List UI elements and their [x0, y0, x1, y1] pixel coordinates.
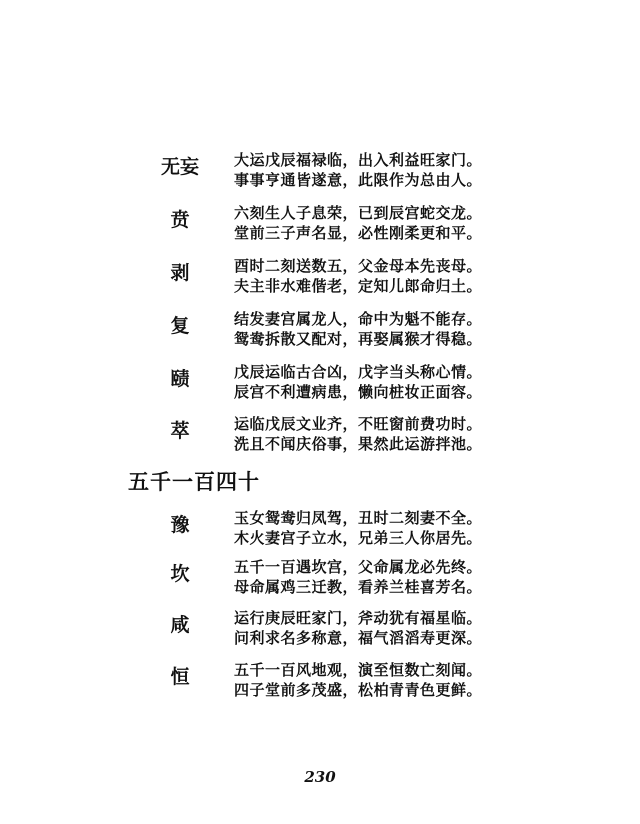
- verse-line: 玉女鸳鸯归凤驾，丑时二刻妻不全。: [234, 509, 483, 527]
- verse: [234, 150, 482, 190]
- verse: [234, 362, 482, 402]
- entry-wuwang: [0, 150, 640, 194]
- hexagram-name: 赜: [170, 368, 190, 390]
- verse-line: 事事亨通皆遂意，此限作为总由人。: [234, 171, 483, 189]
- verse-line: 堂前三子声名显，必性刚柔更和平。: [234, 224, 483, 242]
- verse-line: 六刻生人子息荣，已到辰宫蛇交龙。: [234, 204, 483, 222]
- hexagram-name: 豫: [170, 514, 190, 536]
- verse-line: 酉时二刻送数五，父金母本先丧母。: [234, 257, 483, 275]
- verse-line: 洗且不闻庆俗事，果然此运游拌池。: [234, 435, 483, 453]
- entry-xian: [0, 608, 640, 652]
- hexagram-name: 恒: [170, 666, 190, 688]
- verse: [234, 660, 482, 700]
- verse: [234, 608, 482, 648]
- entry-fu: [0, 309, 640, 353]
- section-title: 五千一百四十: [128, 469, 260, 494]
- entry-bi: [0, 203, 640, 247]
- verse-line: 问利求名多称意，福气滔滔寿更深。: [234, 629, 483, 647]
- entry-cui: [0, 414, 640, 458]
- verse-line: 戊辰运临古合凶，戊字当头称心情。: [234, 363, 483, 381]
- verse-line: 运临戊辰文业齐，不旺窗前费功时。: [234, 415, 483, 433]
- verse: [234, 508, 482, 548]
- entry-yu: [0, 508, 640, 552]
- verse: [234, 309, 482, 349]
- hexagram-name: 萃: [170, 420, 190, 442]
- verse-line: 五千一百遇坎宫，父命属龙必先终。: [234, 558, 483, 576]
- verse-line: 大运戊辰福禄临，出入利益旺家门。: [234, 151, 483, 169]
- verse-line: 母命属鸡三迁教，看养兰桂喜芳名。: [234, 578, 483, 596]
- verse-line: 鸳鸯拆散又配对，再娶属猴才得稳。: [234, 330, 483, 348]
- hexagram-name: 无妄: [160, 156, 199, 178]
- entry-kan: [0, 557, 640, 601]
- hexagram-name: 坎: [170, 563, 190, 585]
- hexagram-name: 咸: [170, 614, 190, 636]
- hexagram-name: 贲: [170, 209, 190, 231]
- verse: [234, 256, 482, 296]
- entry-heng: [0, 660, 640, 704]
- hexagram-name: 剥: [170, 262, 190, 284]
- verse-line: 辰宫不利遭病患，懒向桩妆正面容。: [234, 383, 483, 401]
- entry-ze: [0, 362, 640, 406]
- verse-line: 木火妻宫子立水，兄弟三人你居先。: [234, 529, 483, 547]
- hexagram-name: 复: [170, 315, 190, 337]
- entry-bo: [0, 256, 640, 300]
- verse: [234, 203, 482, 243]
- verse-line: 夫主非水难偕老，定知儿郎命归土。: [234, 277, 483, 295]
- verse: [234, 414, 482, 454]
- verse-line: 运行庚辰旺家门，斧动犹有福星临。: [234, 609, 483, 627]
- verse-line: 四子堂前多茂盛，松柏青青色更鲜。: [234, 681, 483, 699]
- verse: [234, 557, 482, 597]
- verse-line: 结发妻宫属龙人，命中为魁不能存。: [234, 310, 483, 328]
- page-number: 230: [304, 768, 336, 786]
- verse-line: 五千一百风地观，演至恒数亡刻闻。: [234, 661, 483, 679]
